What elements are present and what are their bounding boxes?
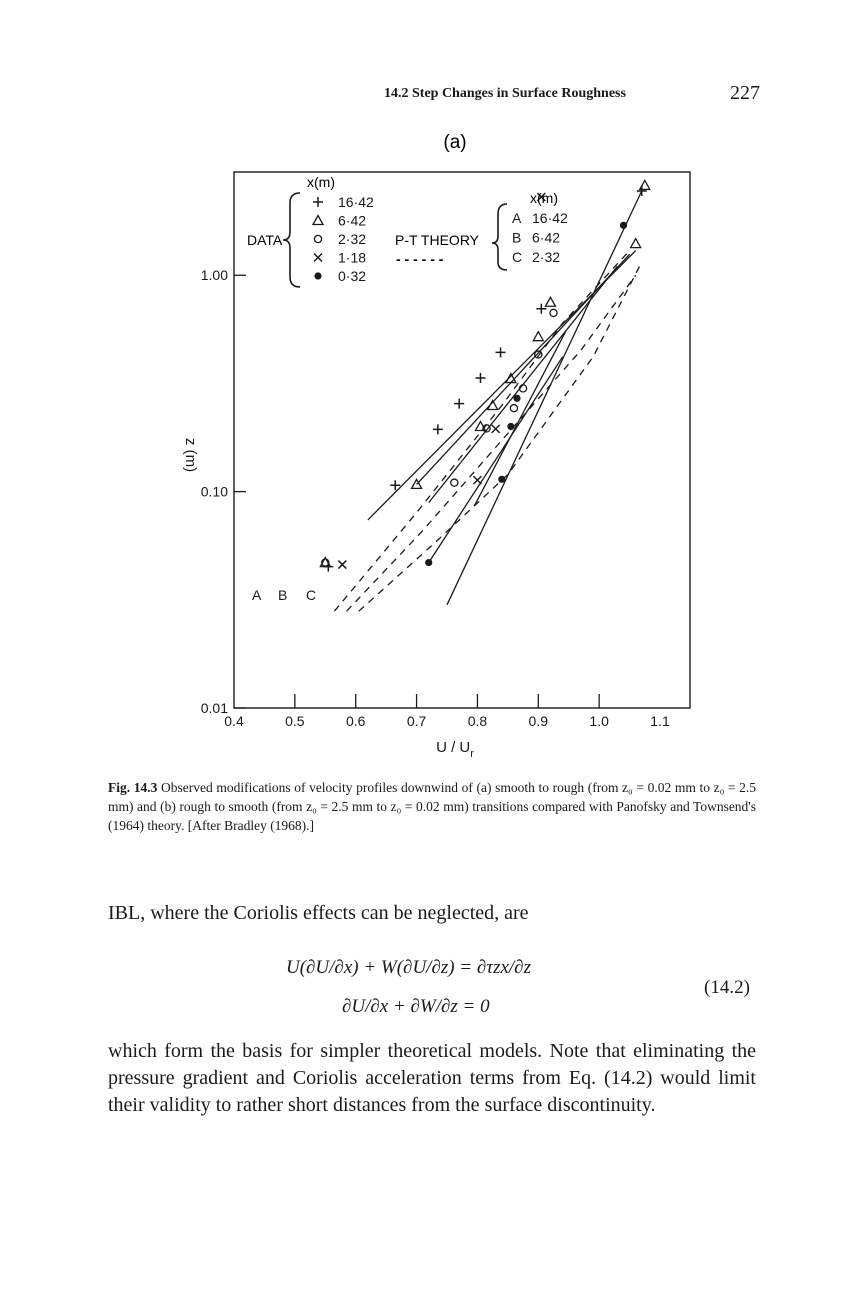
data-point-triangle: [545, 297, 555, 306]
triangle-marker: [545, 297, 555, 306]
x-tick-label: 0.6: [345, 713, 366, 729]
data-legend-value: 6·42: [338, 212, 367, 229]
data-point-dot: [314, 272, 321, 279]
theory-curve-c: [359, 262, 642, 611]
data-legend: [247, 174, 374, 287]
x-tick-label: 0.4: [224, 713, 244, 729]
x-tick-label: 0.8: [467, 713, 488, 729]
triangle-marker: [631, 239, 641, 248]
x-tick-label: 1.0: [589, 713, 609, 729]
theory-legend-curve: B: [512, 229, 522, 246]
y-tick-label: 1.00: [200, 267, 228, 284]
dot-marker: [507, 423, 514, 430]
circle-marker: [451, 479, 458, 486]
data-point-+: [536, 304, 546, 314]
data-point-dot: [507, 423, 514, 430]
plus-marker: [475, 373, 485, 383]
curve-labels: [252, 587, 316, 603]
theory-curves: [334, 251, 641, 612]
dot-marker: [620, 222, 627, 229]
circle-marker: [550, 309, 557, 316]
theory-legend-value: 2·32: [532, 249, 561, 265]
y-tick-label: 0.01: [200, 700, 228, 716]
curve-label-c: C: [306, 587, 317, 603]
data-point-dot: [513, 395, 520, 402]
fit-line: [474, 331, 565, 505]
paragraph-discussion: which form the basis for simpler theoretical models. Note that eliminating the pressure gradient and Coriolis acceleration terms from Eq. (14.2) would limit their validity to rather short distances from the surface discontinuity.: [108, 1040, 756, 1116]
data-point-cross: [314, 254, 322, 262]
data-point-dot: [620, 222, 627, 229]
dot-marker: [314, 272, 321, 279]
figure-caption-text: Observed modifications of velocity profiles downwind of (a) smooth to rough (from z₀ = 0.02 mm to z₀ = 2.5 mm) and (b) rough to smooth (from z₀ = 2.5 mm to z₀ = 0.02 mm) transitions compared with Panofsky and Townsend's (1964) theory. [After Bradley (1968).]: [108, 780, 757, 833]
cross-marker: [492, 425, 500, 433]
data-point-circle: [314, 235, 321, 242]
y-tick-label: 0.10: [200, 483, 228, 500]
fit-line: [429, 357, 563, 563]
data-point-+: [313, 197, 323, 207]
running-head: 14.2 Step Changes in Surface Roughness: [384, 86, 626, 101]
data-point-circle: [550, 309, 557, 316]
data-point-dot: [498, 476, 505, 483]
data-point-+: [475, 373, 485, 383]
data-point-cross: [473, 476, 481, 484]
x-axis-label: U / $U_r$: [436, 739, 474, 760]
theory-legend-curve: A: [512, 210, 522, 226]
theory-legend-value: 16·42: [532, 210, 568, 226]
plus-marker: [496, 347, 506, 357]
equation-number: (14.2): [704, 977, 750, 998]
theory-legend-line-sample: - - - - - -: [396, 251, 444, 267]
data-point-circle: [451, 479, 458, 486]
theory-legend-label: P-T THEORY: [395, 232, 480, 248]
equation-momentum: U(∂U/∂x) + W(∂U/∂z) = ∂τzx/∂z: [286, 957, 531, 978]
data-points: [320, 180, 650, 571]
data-legend-value: 1·18: [338, 249, 367, 266]
data-point-+: [433, 424, 443, 434]
data-legend-header: x(m): [307, 174, 335, 190]
plus-marker: [454, 399, 464, 409]
theory-legend-brace: [492, 204, 507, 270]
curve-label-a: A: [252, 587, 262, 603]
dot-marker: [425, 559, 432, 566]
data-point-triangle: [533, 332, 543, 341]
plot-frame: [234, 172, 690, 708]
curve-label-b: B: [278, 587, 288, 603]
plus-marker: [637, 186, 647, 196]
x-tick-label: 0.7: [406, 713, 427, 729]
data-legend-label: DATA: [247, 232, 283, 248]
y-axis-label: z (m): [182, 437, 199, 473]
data-legend-value: 2·32: [338, 231, 367, 247]
plus-marker: [313, 197, 323, 207]
cross-marker: [473, 476, 481, 484]
figure-caption-label: Fig. 14.3: [108, 780, 158, 795]
data-point-triangle: [631, 239, 641, 248]
equation-continuity: ∂U/∂x + ∂W/∂z = 0: [342, 996, 490, 1017]
dot-marker: [498, 476, 505, 483]
dot-marker: [513, 395, 520, 402]
data-point-dot: [425, 559, 432, 566]
circle-marker: [510, 405, 517, 412]
plus-marker: [433, 424, 443, 434]
cross-marker: [338, 561, 346, 569]
data-legend-brace: [283, 193, 300, 287]
page-number: 227: [730, 82, 760, 104]
data-point-+: [637, 186, 647, 196]
fit-line: [417, 254, 630, 484]
x-tick-label: 0.5: [285, 713, 305, 729]
theory-legend-curve: C: [512, 249, 523, 265]
circle-marker: [314, 235, 321, 242]
data-point-+: [496, 347, 506, 357]
theory-legend-value: 6·42: [532, 229, 561, 246]
x-axis-label-subscript: r: [470, 748, 474, 760]
triangle-marker: [313, 216, 323, 225]
data-point-circle: [510, 405, 517, 412]
data-legend-value: 16·42: [338, 194, 374, 210]
panel-label: (a): [443, 132, 467, 153]
triangle-marker: [533, 332, 543, 341]
figure-caption: [108, 778, 756, 835]
data-point-triangle: [313, 216, 323, 225]
theory-legend: [395, 190, 568, 270]
x-tick-label: 1.1: [650, 713, 670, 729]
plus-marker: [536, 304, 546, 314]
cross-marker: [314, 254, 322, 262]
data-point-cross: [492, 425, 500, 433]
theory-legend-header: x(m): [530, 190, 558, 206]
x-tick-label: 0.9: [528, 713, 549, 729]
data-legend-value: 0·32: [338, 268, 367, 284]
paragraph-intro: IBL, where the Coriolis effects can be neglected, are: [108, 902, 529, 924]
theory-curve-b: [347, 275, 636, 611]
data-point-+: [454, 399, 464, 409]
data-point-cross: [338, 561, 346, 569]
